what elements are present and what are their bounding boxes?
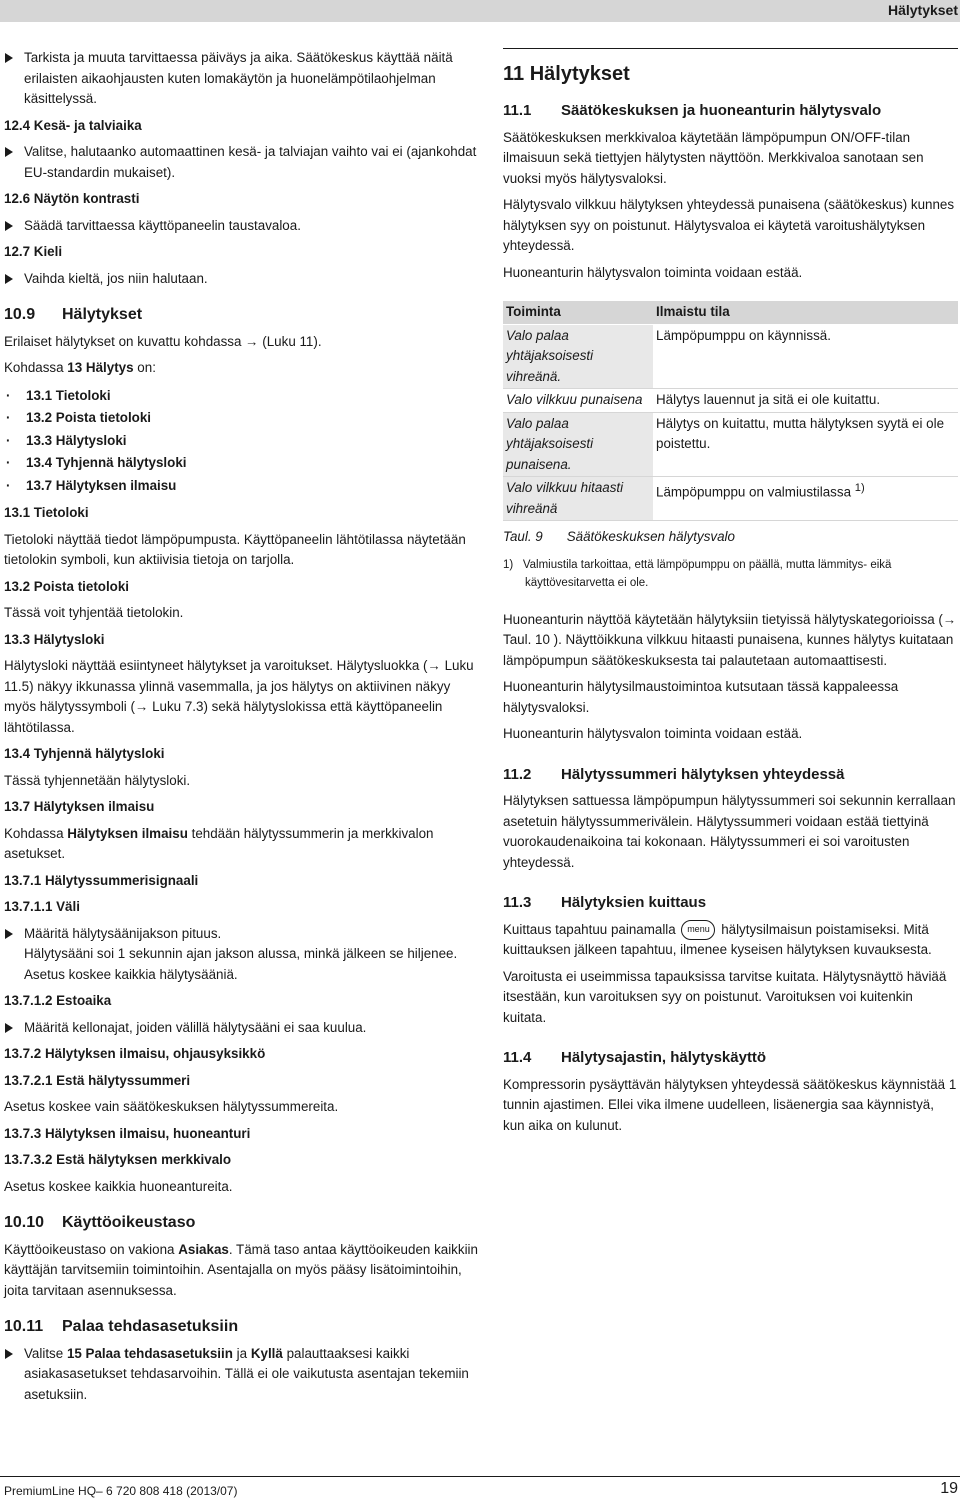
text-11-p-a: Huoneanturin näyttöä käytetään hälytyksiin tietyissä hälytyskategorioissa (→ Taul. 10 ). Näyttöikkuna vilkkuu hitaasti punaisena, kunnes hälytys kuitataan lämpöpumpun säätökeskuksesta tai palautetaan automaattisesti. <box>503 611 957 668</box>
heading-13-7: 13.7 Hälytyksen ilmaisu <box>4 799 155 814</box>
table-header-row <box>503 301 958 324</box>
heading-10-10-title: Käyttöoikeustaso <box>62 1214 196 1231</box>
step-13-7-1-1-line2: Hälytysääni soi 1 sekunnin ajan jakson alussa, minkä jälkeen se hiljenee. Asetus koskee kaikkia hälytysääniä. <box>24 946 458 982</box>
left-column <box>4 48 486 1411</box>
step-13-7-1-1 <box>4 924 486 986</box>
text-13-7-2-1: Asetus koskee vain säätökeskuksen hälytyssummereita. <box>4 1099 339 1114</box>
heading-13-7-1: 13.7.1 Hälytyssummerisignaali <box>4 872 199 888</box>
table-row <box>503 477 958 521</box>
step-10-11-mid: ja <box>236 1345 248 1361</box>
header-bar <box>0 0 960 22</box>
menu-key-icon: menu <box>681 920 715 940</box>
table-cell-state: Lämpöpumppu on käynnissä. <box>653 324 958 389</box>
table-cell-state: Hälytys lauennut ja sitä ei ole kuitattu. <box>653 389 958 413</box>
table-cell-state-text: Lämpöpumppu on valmiustilassa <box>656 484 852 500</box>
list-intro-bold: 13 Hälytys <box>67 360 134 375</box>
alarm-light-table <box>503 301 958 521</box>
text-13-1: Tietoloki näyttää tiedot lämpöpumpusta. Käyttöpaneelin lähtötilassa näytetään tietolokin symboli, kun aktiivisia tietoja on tarjolla. <box>4 531 466 567</box>
menu-item-list <box>4 385 486 498</box>
heading-12-6: 12.6 Näytön kontrasti <box>4 191 140 206</box>
text-10-10-prefix: Käyttöoikeustaso on vakiona <box>4 1241 175 1257</box>
table-cell-condition: Valo palaa yhtäjaksoisesti vihreänä. <box>503 324 653 389</box>
step-13-7-1-1-line1: Määritä hälytysäänijakson pituus. <box>24 925 222 941</box>
heading-11-2 <box>503 765 958 786</box>
table-caption-text: Säätökeskuksen hälytysvalo <box>566 529 735 544</box>
text-10-9-list-intro <box>4 358 486 379</box>
right-column <box>503 48 958 1142</box>
heading-13-4: 13.4 Tyhjennä hälytysloki <box>4 746 165 761</box>
text-10-10-suffix: . Tämä taso antaa käyttöoikeuden kaikkiin käyttäjän tarvitsemiin toimintoihin. Asentajalla on myös pääsy lisätoimintoihin, joita tarvitaan asennuksessa. <box>4 1241 478 1298</box>
step-10-11 <box>4 1344 486 1406</box>
heading-11-4-num: 11.4 <box>503 1049 532 1066</box>
heading-10-11 <box>4 1317 486 1338</box>
footer-document-id: PremiumLine HQ– 6 720 808 418 (2013/07) <box>4 1484 238 1498</box>
footnote-ref: 1) <box>854 482 865 494</box>
text-11-3-p1 <box>503 920 958 961</box>
step-10-11-suffix: palauttaaksesi kaikki asiakasasetukset tehdasarvoihin. Tällä ei ole vaikutusta asentajan tekemiin asetuksiin. <box>24 1345 469 1402</box>
text-11-4: Kompressorin pysäyttävän hälytyksen yhteydessä säätökeskus käynnistää 1 tunnin ajastimen. Ellei vika ilmene uudelleen, lisäenergia saa käynnistyä, kun aika on kulunut. <box>503 1076 957 1133</box>
list-item: · 13.7 Hälytyksen ilmaisu <box>4 475 486 498</box>
text-11-3-suffix: hälytysilmaisun poistamiseksi. Mitä kuittauksen jälkeen tapahtuu, ilmenee kyseisen hälytyksen kuvauksesta. <box>503 921 932 957</box>
heading-10-10 <box>4 1213 486 1234</box>
heading-10-9 <box>4 305 486 326</box>
text-11-1-p3: Huoneanturin hälytysvalon toiminta voidaan estää. <box>503 264 803 280</box>
heading-10-9-title: Hälytykset <box>62 306 143 323</box>
footnote-mark: 1) <box>503 558 514 571</box>
heading-12-4: 12.4 Kesä- ja talviaika <box>4 117 142 133</box>
step-12-4: Valitse, halutaanko automaattinen kesä- ja talviajan vaihto vai ei (ajankohdat EU-standardin mukaiset). <box>4 142 486 183</box>
heading-13-7-1-1: 13.7.1.1 Väli <box>4 899 80 914</box>
heading-11-4-title: Hälytysajastin, hälytyskäyttö <box>561 1049 767 1066</box>
footnote-text: Valmiustila tarkoittaa, että lämpöpumppu on päällä, mutta lämmitys- eikä käyttövesitarvetta ei ole. <box>522 558 892 589</box>
list-item: · 13.4 Tyhjennä hälytysloki <box>4 452 486 475</box>
heading-10-9-num: 10.9 <box>4 306 36 323</box>
heading-11-3 <box>503 893 958 914</box>
text-11-3-prefix: Kuittaus tapahtuu painamalla <box>503 921 676 937</box>
heading-11-3-num: 11.3 <box>503 894 532 911</box>
table-header-cell: Ilmaistu tila <box>653 301 958 324</box>
text-11-1-p1: Säätökeskuksen merkkivaloa käytetään lämpöpumpun ON/OFF-tilan ilmaisuun sekä tiettyjen hälytysten näyttöön. Merkkivaloa sanotaan sen vuoksi myös hälytysvaloksi. <box>503 129 924 186</box>
header-title: Hälytykset <box>887 2 958 18</box>
table-row <box>503 412 958 477</box>
table-cell-condition: Valo vilkkuu punaisena <box>503 389 653 413</box>
heading-13-7-3-2: 13.7.3.2 Estä hälytyksen merkkivalo <box>4 1152 232 1167</box>
heading-13-7-1-2: 13.7.1.2 Estoaika <box>4 993 112 1008</box>
heading-10-11-title: Palaa tehdasasetuksiin <box>62 1318 239 1335</box>
heading-13-3: 13.3 Hälytysloki <box>4 631 105 647</box>
heading-13-2: 13.2 Poista tietoloki <box>4 578 130 594</box>
heading-11-1-num: 11.1 <box>503 102 532 119</box>
page-number: 19 <box>940 1480 958 1497</box>
text-13-7-bold: Hälytyksen ilmaisu <box>67 825 188 841</box>
step-date: Tarkista ja muuta tarvittaessa päiväys ja aika. Säätökeskus käyttää näitä erilaisten aikaohjausten kuten lomakäytön ja huonelämpötilaohjelman käsittelyssä. <box>4 48 486 110</box>
heading-13-7-2-1: 13.7.2.1 Estä hälytyssummeri <box>4 1072 191 1088</box>
footnote <box>503 556 958 592</box>
text-13-7-suffix: tehdään hälytyssummerin ja merkkivalon asetukset. <box>4 825 434 861</box>
text-13-2: Tässä voit tyhjentää tietolokin. <box>4 605 184 620</box>
heading-11-1 <box>503 101 958 122</box>
text-10-10-bold: Asiakas <box>178 1241 229 1257</box>
text-13-4: Tässä tyhjennetään hälytysloki. <box>4 772 191 788</box>
table-cell-condition: Valo vilkkuu hitaasti vihreänä <box>503 477 653 521</box>
text-10-10 <box>4 1240 486 1302</box>
table-cell-state <box>653 477 958 521</box>
footer-divider <box>0 1476 960 1477</box>
heading-11-3-title: Hälytyksien kuittaus <box>561 894 707 911</box>
step-10-11-bold1: 15 Palaa tehdasasetuksiin <box>66 1345 233 1361</box>
table-cell-state: Hälytys on kuitattu, mutta hälytyksen syytä ei ole poistettu. <box>653 412 958 477</box>
table-header-cell: Toiminta <box>503 301 653 324</box>
step-12-6: Säädä tarvittaessa käyttöpaneelin taustavaloa. <box>4 216 486 237</box>
heading-11-1-title: Säätökeskuksen ja huoneanturin hälytysvalo <box>561 102 882 119</box>
table-caption <box>503 527 958 548</box>
table-caption-label: Taul. 9 <box>503 529 543 544</box>
heading-11-4 <box>503 1048 958 1069</box>
heading-11-2-title: Hälytyssummeri hälytyksen yhteydessä <box>561 765 845 783</box>
text-11-p-c: Huoneanturin hälytysvalon toiminta voidaan estää. <box>503 726 803 741</box>
step-13-7-1-2: Määritä kellonajat, joiden välillä hälytysääni ei saa kuulua. <box>4 1018 486 1039</box>
heading-12-7: 12.7 Kieli <box>4 244 63 259</box>
text-13-7-3-2: Asetus koskee kaikkia huoneantureita. <box>4 1178 233 1194</box>
table-row <box>503 389 958 413</box>
heading-10-11-num: 10.11 <box>4 1318 44 1335</box>
step-12-7: Vaihda kieltä, jos niin halutaan. <box>4 269 486 290</box>
heading-13-7-2: 13.7.2 Hälytyksen ilmaisu, ohjausyksikkö <box>4 1046 266 1061</box>
text-11-3-p2: Varoitusta ei useimmissa tapauksissa tarvitse kuitata. Hälytysnäyttö häviää itsestään, kun varoituksen syy on poistunut. Varoituksen voi kuitenkin kuitata. <box>503 968 947 1025</box>
chapter-title: 11 Hälytykset <box>503 48 958 87</box>
heading-10-10-num: 10.10 <box>4 1214 45 1231</box>
list-intro-prefix: Kohdassa <box>4 360 64 375</box>
list-item: · 13.3 Hälytysloki <box>4 430 486 453</box>
list-item: · 13.1 Tietoloki <box>4 385 486 408</box>
heading-13-7-3: 13.7.3 Hälytyksen ilmaisu, huoneanturi <box>4 1125 251 1141</box>
text-11-p-b: Huoneanturin hälytysilmaustoimintoa kutsutaan tässä kappaleessa hälytysvaloksi. <box>503 679 899 715</box>
text-10-9-intro: Erilaiset hälytykset on kuvattu kohdassa → (Luku 11). <box>4 333 322 349</box>
step-10-11-prefix: Valitse <box>24 1345 64 1361</box>
table-cell-condition: Valo palaa yhtäjaksoisesti punaisena. <box>503 412 653 477</box>
text-11-1-p2: Hälytysvalo vilkkuu hälytyksen yhteydessä punaisena (säätökeskus) kunnes hälytyksen syy on poistunut. Hälytysvaloa ei käytetä varoitushälytyksen yhteydessä. <box>503 197 955 253</box>
heading-11-2-num: 11.2 <box>503 765 532 783</box>
text-11-2: Hälytyksen sattuessa lämpöpumpun hälytyssummeri soi sekunnin kerrallaan asetetuin hälytyssummerivälein. Hälytyssummeri voidaan estää tiettyinä vuorokaudenaikoina tai kokonaan. Hälytyssummeri ei soi varoitusten yhteydessä. <box>503 793 956 870</box>
step-10-11-bold2: Kyllä <box>250 1345 283 1361</box>
text-13-7-prefix: Kohdassa <box>4 825 64 841</box>
list-intro-suffix: on: <box>137 360 156 375</box>
text-13-7 <box>4 824 486 865</box>
text-13-3: Hälytysloki näyttää esiintyneet hälytykset ja varoitukset. Hälytysluokka (→ Luku 11.5) näkyy ikkunassa ylinnä vasemmalla, ja jos hälytys on aktiivinen näkyy myös hälytyssymboli (→ Luku 7.3) sekä hälytyslokissa että käyttöpaneelin lähtötilassa. <box>4 658 474 735</box>
table-row <box>503 324 958 389</box>
list-item: · 13.2 Poista tietoloki <box>4 407 486 430</box>
heading-13-1: 13.1 Tietoloki <box>4 505 89 520</box>
